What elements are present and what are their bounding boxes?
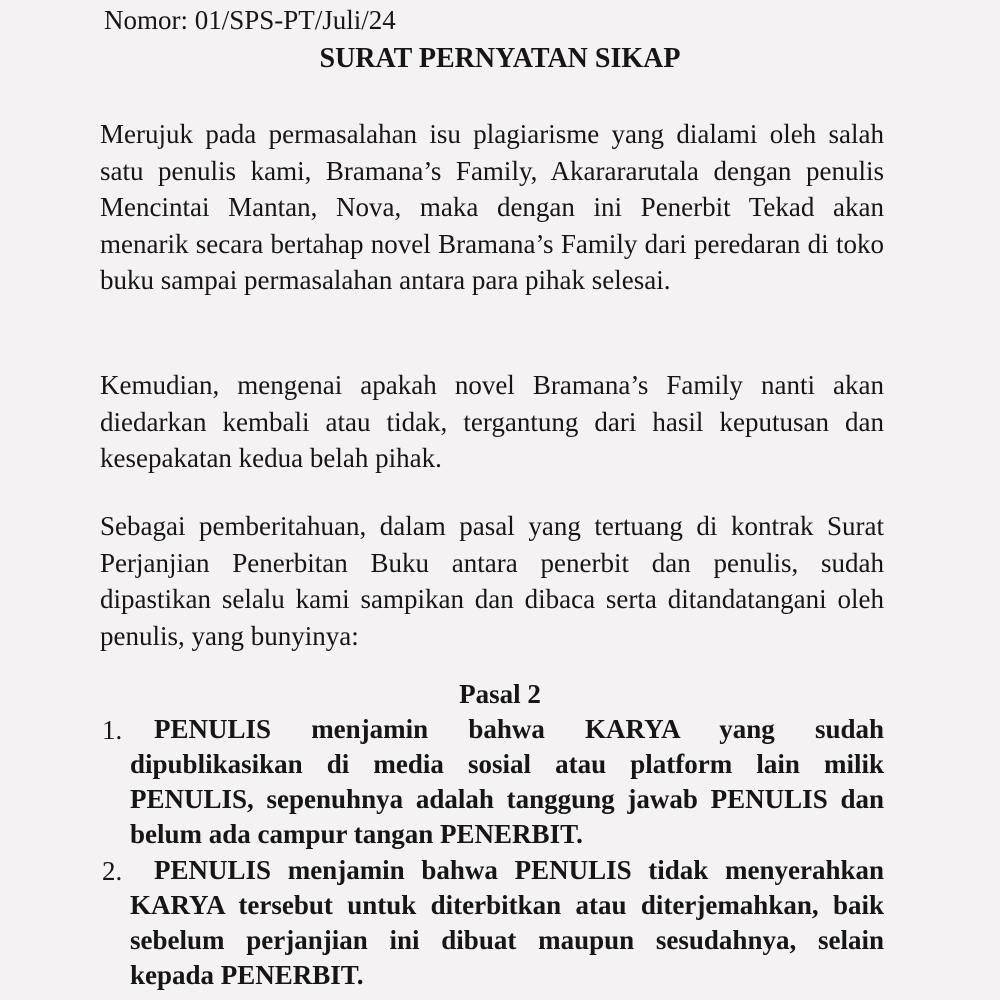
clause-text: PENULIS menjamin bahwa KARYA yang sudah dipublikasikan di media sosial atau platform lain milik PENULIS, sepenuhnya adalah tanggung jawab PENULIS dan belum ada campur tangan PENERBIT. — [130, 714, 884, 849]
clause-item — [0, 853, 1000, 993]
clause-number: 1. — [102, 715, 123, 745]
paragraph-redistribution: Kemudian, mengenai apakah novel Bramana’s Family nanti akan diedarkan kembali atau tidak, tergantung dari hasil keputusan dan kesepakatan kedua belah pihak. — [100, 370, 884, 473]
clause-list — [0, 712, 1000, 994]
pasal-heading: Pasal 2 — [459, 679, 541, 709]
clause-text: PENULIS menjamin bahwa PENULIS tidak menyerahkan KARYA tersebut untuk diterbitkan atau diterjemahkan, baik sebelum perjanjian ini dibuat maupun sesudahnya, selain kepada PENERBIT. — [130, 855, 884, 990]
paragraph-contract-notice: Sebagai pemberitahuan, dalam pasal yang tertuang di kontrak Surat Perjanjian Penerbitan Buku antara penerbit dan penulis, sudah dipastikan selalu kami sampikan dan dibaca serta ditandatangani oleh penulis, yang bunyinya: — [100, 511, 884, 651]
clause-item — [0, 712, 1000, 852]
document-number: Nomor: 01/SPS-PT/Juli/24 — [104, 5, 396, 35]
clause-number: 2. — [102, 856, 123, 886]
paragraph-plagiarism-issue: Merujuk pada permasalahan isu plagiarisme yang dialami oleh salah satu penulis kami, Bramana’s Family, Akarararutala dengan penulis Mencintai Mantan, Nova, maka dengan ini Penerbit Tekad akan menarik secara bertahap novel Bramana’s Family dari peredaran di toko buku sampai permasalahan antara para pihak selesai. — [100, 119, 884, 295]
document-title: SURAT PERNYATAN SIKAP — [319, 43, 681, 74]
